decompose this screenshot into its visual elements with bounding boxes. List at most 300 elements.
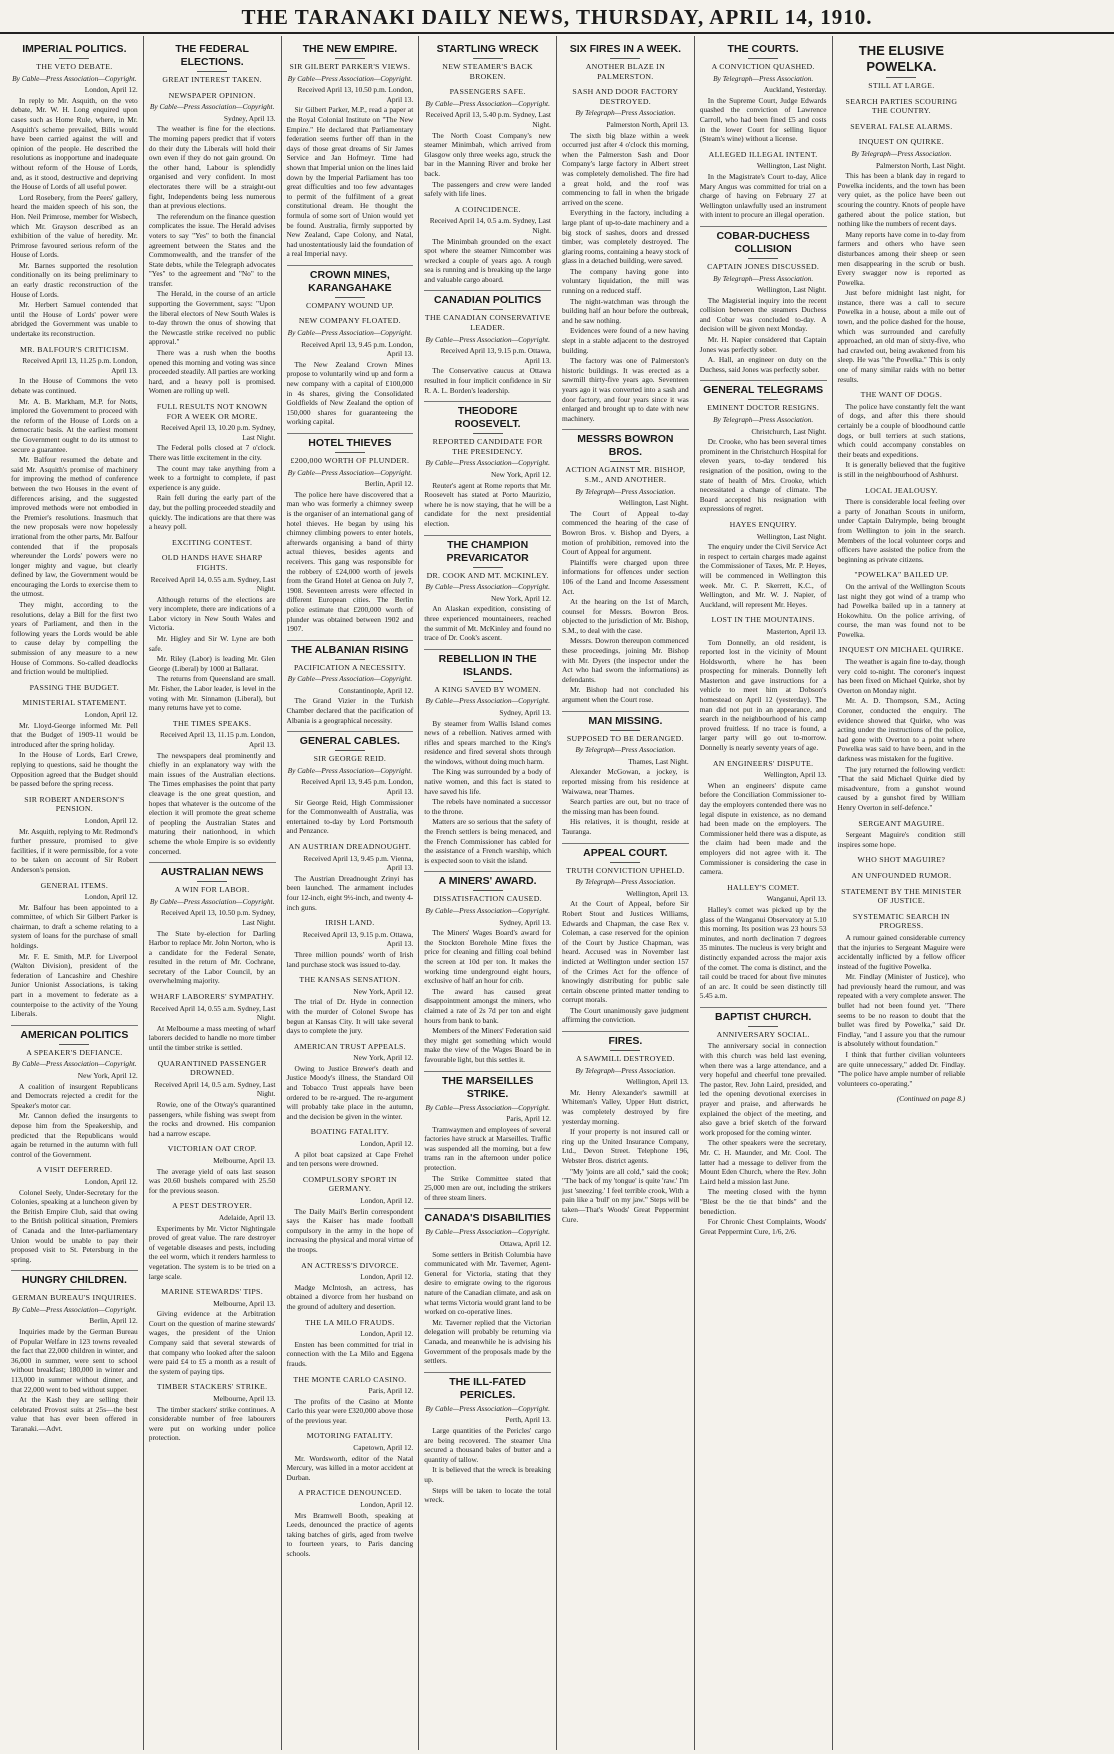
article-dateline: Sydney, April 13.: [223, 113, 276, 123]
column-2: [144, 36, 282, 1750]
article-dateline: Received April 14, 0.55 a.m. Sydney, Last Night.: [150, 1003, 276, 1023]
article-subhead: FULL RESULTS NOT KNOWN FOR A WEEK OR MORE.: [156, 402, 268, 421]
article-paragraph: Sergeant Maguire's condition still inspires some hope.: [837, 830, 966, 849]
article: [149, 43, 276, 85]
article-dateline: Wellington, April 13.: [626, 888, 689, 898]
article-paragraph: The State by-election for Darling Harbor to replace Mr. John Norton, who is a candidate for the Federal Senate, resulted in the return of Mr. Cochrane, secretary of the Labor Council, by an overwhelming majority.: [148, 928, 276, 986]
article: [287, 265, 414, 311]
article-byline: By Telegraph—Press Association.: [575, 1065, 676, 1075]
masthead: THE TARANAKI DAILY NEWS, THURSDAY, APRIL 14, 1910.: [0, 0, 1114, 34]
article: [424, 871, 551, 1064]
article-paragraph: The anniversary social in connection with this church was held last evening, when there was a large attendance, and a very hopeful and cheerful tone prevailed. The pastor, Rev. John Laird, presided, and led the opening devotional exercises in prayer and praise, and afterwards he explained the object of the meeting, and also gave a brief sketch of the forward work proposed for the coming winter.: [699, 1041, 827, 1137]
article-subhead: SEARCH PARTIES SCOURING THE COUNTRY.: [845, 96, 958, 116]
article-dateline: Adelaide, April 13.: [218, 1212, 276, 1222]
article-subhead: PASSING THE BUDGET.: [29, 682, 120, 692]
article: [287, 1375, 414, 1426]
article-paragraph: Rowie, one of the Otway's quarantined passengers, while fishing was swept from the rocks and drowned. His companion had a narrow escape.: [148, 1100, 276, 1138]
article: [149, 992, 276, 1053]
article-paragraph: Mrs Bramwell Booth, speaking at Leeds, denounced the practice of agents taking batches of girls, aged from twelve to fourteen years, to Paris dancing schools.: [286, 1510, 414, 1558]
article-paragraph: The Herald, in the course of an article supporting the Government, says: "Upon the liberal electors of New South Wales is to-day thrown the onus of showing that the Newcastle strike received no public approval.": [148, 289, 276, 347]
article-dateline: Paris, April 12.: [506, 1114, 551, 1124]
article-dateline: Wellington, April 13.: [763, 770, 827, 780]
article-dateline: Received April 13, 11.25 p.m. London, April 13.: [22, 356, 138, 375]
article-subhead: STATEMENT BY THE MINISTER OF JUSTICE.: [841, 886, 962, 906]
article-headline: CANADA'S DISABILITIES: [424, 1208, 551, 1225]
article-dateline: Received April 13, 5.40 p.m. Sydney, Last Night.: [425, 110, 551, 129]
article: [149, 1287, 276, 1376]
article: [838, 645, 966, 812]
article-dateline: London, April 12.: [360, 1196, 414, 1205]
article-headline: CROWN MINES, KARANGAHAKE: [287, 265, 414, 295]
article-subhead: GENERAL ITEMS.: [40, 880, 109, 890]
article: [11, 1025, 138, 1160]
article-subhead: AMERICAN TRUST APPEALS.: [293, 1041, 406, 1051]
headline-rule: [473, 681, 503, 682]
article-headline: AUSTRALIAN NEWS: [149, 862, 276, 879]
article-headline: THEODORE ROOSEVELT.: [424, 401, 551, 431]
headline-rule: [59, 58, 89, 59]
column-1: [6, 36, 144, 1750]
article-subhead: WHARF LABORERS' SYMPATHY.: [150, 992, 275, 1002]
article-byline: By Cable—Press Association—Copyright.: [425, 334, 550, 344]
article-byline: By Cable—Press Association—Copyright.: [425, 582, 550, 592]
article-subhead: A VISIT DEFERRED.: [36, 1165, 113, 1175]
article-paragraph: The timber stackers' strike continues. A considerable number of free labourers were put on working under police protection.: [148, 1404, 276, 1443]
article: [838, 912, 966, 1089]
article-subhead: A SAWMILL DESTROYED.: [575, 1054, 675, 1064]
article-headline: FIRES.: [562, 1031, 689, 1048]
article-dateline: Received April 13, 9.45 p.m. London, April 13.: [301, 339, 414, 359]
article-subhead: REPORTED CANDIDATE FOR THE PRESIDENCY.: [432, 437, 543, 456]
article: [11, 698, 138, 788]
article: [287, 918, 414, 969]
article-dateline: Received April 13, 10.50 p.m. Sydney, Last Night.: [161, 908, 276, 927]
article-subhead: LOST IN THE MOUNTAINS.: [711, 615, 815, 625]
article-paragraph: Lord Rosebery, from the Peers' gallery, heard the maiden speech of his son, the Hon. Neil Primrose, member for Wisbech, which Mr. Grayson described as an exhibition of the value of heredity. Mr. Primrose favoured serious reform of the House of Lords.: [11, 192, 138, 260]
article-headline: THE ILL-FATED PERICLES.: [424, 1372, 551, 1402]
article: [287, 1127, 414, 1168]
article-paragraph: Three million pounds' worth of Irish land purchase stock was issued to-day.: [286, 949, 414, 969]
article: [424, 87, 551, 199]
article-subhead: LOCAL JEALOUSY.: [865, 485, 938, 495]
article: [11, 1270, 138, 1433]
article-paragraph: The award has caused great disappointment amongst the miners, who claimed a rate of 2s 7d per ton and eight hours from bank to bank.: [424, 986, 551, 1025]
article-subhead: THE LA MILO FRAUDS.: [305, 1317, 395, 1327]
article-subhead: ANOTHER BLAZE IN PALMERSTON.: [585, 62, 666, 81]
article-dateline: Paris, April 12.: [368, 1386, 414, 1396]
article-subhead: A CONVICTION QUASHED.: [711, 62, 815, 71]
article-paragraph: The Magisterial inquiry into the recent collision between the steamers Duchess and Cobar was concluded to-day. A decision will be given next Monday.: [699, 295, 827, 334]
article: [700, 150, 827, 220]
article-subhead: MARINE STEWARDS' TIPS.: [161, 1287, 263, 1297]
headline-rule: [610, 862, 640, 863]
article-paragraph: It is generally believed that the fugitive is still in the neighbourhood of Ashhurst.: [837, 460, 966, 479]
article-subhead: MOTORING FATALITY.: [306, 1431, 393, 1441]
article: [562, 711, 689, 837]
article-paragraph: The Court unanimously gave judgment affirming the conviction.: [562, 1005, 689, 1025]
article-dateline: London, April 12.: [84, 815, 138, 825]
article: [562, 843, 689, 1026]
article-paragraph: Mr. Taverner replied that the Victorian delegation will probably be returning via Canada, and meanwhile he is advising his Government of the proposals made by the settlers.: [424, 1317, 551, 1366]
article-paragraph: Sir George Reid, High Commissioner for the Commonwealth of Australia, was entertained to-day by Lord Portsmouth and Penzance.: [286, 797, 414, 836]
article-subhead: THE WANT OF DOGS.: [860, 390, 943, 400]
article-subhead: SERGEANT MAGUIRE.: [858, 818, 945, 828]
article-dateline: London, April 12.: [84, 1176, 138, 1186]
article-subhead: QUARANTINED PASSENGER DROWNED.: [157, 1058, 267, 1078]
article-paragraph: Experiments by Mr. Victor Nightingale proved of great value. The rare destroyer of vegetable diseases and pests, including the eel worm, which it renders harmless to vegetation. The system is to be tried on a large scale.: [148, 1223, 276, 1281]
article: [700, 615, 827, 752]
headline-rule: [473, 309, 503, 310]
article-paragraph: Mr. Cannon defied the insurgents to depose him from the Speakership, and predicted that the Republicans would again be returned in the autumn with full control of the Government.: [11, 1111, 138, 1159]
article-headline: THE ELUSIVE POWELKA.: [858, 43, 944, 74]
article: [149, 91, 276, 396]
article: [562, 43, 689, 81]
article: [149, 538, 276, 548]
article-paragraph: In the House of Lords, Earl Crewe, replying to questions, said he thought the Opposition agreed that the Budget should be passed before the spring recess.: [11, 750, 138, 789]
article-dateline: New York, April 12.: [353, 986, 414, 996]
article-subhead: PASSENGERS SAFE.: [449, 87, 526, 97]
article-dateline: London, April 12.: [360, 1329, 414, 1339]
headline-rule: [748, 399, 778, 400]
article-paragraph: Everything in the factory, including a large plant of up-to-date machinery and a big stock of sashes, doors and dressed timber, was completely destroyed. The glaring rooms, containing a heavy stock of glass in a detached building, were saved.: [562, 208, 689, 266]
headline-rule: [335, 452, 365, 453]
article-subhead: SIR ROBERT ANDERSON'S PENSION.: [24, 794, 125, 814]
headline-rule: [610, 461, 640, 462]
article-paragraph: The Daily Mail's Berlin correspondent says the Kaiser has made football compulsory in the army in the hope of increasing the physical and moral virtue of the troops.: [286, 1206, 414, 1254]
article-headline: MESSRS BOWRON BROS.: [562, 429, 689, 459]
article-byline: By Cable—Press Association—Copyright.: [287, 765, 413, 775]
headline-rule: [197, 71, 227, 72]
article-paragraph: Mr. A. D. Thompson, S.M., Acting Coroner, conducted the enquiry. The evidence showed that Quirke, who was acting under the instructions of the police, had gone with Overton to a point where Powelka was said to have been, and in the darkness was mistaken for the fugitive.: [837, 696, 966, 763]
article-dateline: London, April 12.: [84, 892, 138, 902]
headline-rule: [473, 58, 503, 59]
article-subhead: DR. COOK AND MT. MCKINLEY.: [426, 570, 549, 580]
article-paragraph: The weather is again fine to-day, though very cold to-night. The coroner's inquest has been fixed on Michael Quirke, shot by Overton on Monday night.: [837, 657, 966, 695]
headline-rule: [886, 77, 916, 78]
headline-rule: [748, 1026, 778, 1027]
article-subhead: MINISTERIAL STATEMENT.: [22, 698, 127, 708]
headline-rule: [610, 1050, 640, 1051]
headline-rule: [335, 297, 365, 298]
article: [149, 553, 276, 713]
article: [562, 87, 689, 423]
article-subhead: NEWSPAPER OPINION.: [168, 90, 256, 100]
article-headline: APPEAL COURT.: [562, 843, 689, 860]
article-byline: By Telegraph—Press Association.: [713, 73, 814, 83]
article-paragraph: The company having gone into voluntary liquidation, the mill was running on a reduced staff.: [562, 266, 689, 296]
article-paragraph: The Grand Vizier in the Turkish Chamber declared that the pacification of Albania is a geographical necessity.: [286, 696, 414, 725]
article-paragraph: Matters are so serious that the safety of the French settlers is being menaced, and the French Commissioner has cabled for the assistance of a French warship, which is expected soon to visit the island.: [424, 817, 551, 865]
article-byline: By Telegraph—Press Association.: [575, 877, 676, 887]
article-dateline: Capetown, April 12.: [353, 1443, 414, 1453]
article: [700, 380, 827, 514]
article-paragraph: Inquiries made by the German Bureau of Popular Welfare in 123 towns revealed the fact that 22,000 children in winter, and 36,000 in summer, were sent to school without breakfast; 180,000 in winter and 113,000 in summer without dinner, and that 22,000 went to bed without supper.: [11, 1327, 138, 1394]
article-paragraph: When an engineers' dispute came before the Conciliation Commissioner to-day the employers contended there was no legal dispute in existence, as no demand had been made on the employers. The Commissioner held there was a dispute, as the claim had been made and the employers did not agree with it. The Commissioner is considering the case in camera.: [699, 780, 827, 877]
article-paragraph: The Court of Appeal to-day commenced the hearing of the case of Bowron Bros. v. Bishop and Dyers, a motion of prohibition, removed into the Court of Appeal for argument.: [562, 508, 689, 557]
article-byline: By Cable—Press Association—Copyright.: [149, 102, 275, 112]
article-byline: By Cable—Press Association—Copyright.: [12, 1059, 137, 1069]
article-paragraph: Mr. Findlay (Minister of Justice), who had previously heard the rumour, and was repeated with a very complete answer. The bullet had not been found yet. "There seems to be no reason to doubt that the bullet was fired by Powelka," said Dr. Findlay, "and I assure you that the rumour is absolutely without foundation.": [837, 972, 966, 1049]
article-subhead: GREAT INTEREST TAKEN.: [162, 75, 262, 84]
article-dateline: Ottawa, April 12.: [499, 1239, 551, 1249]
article-paragraph: At Melbourne a mass meeting of wharf laborers decided to handle no more timber until the timber strike is settled.: [148, 1023, 276, 1053]
article-byline: By Telegraph—Press Association.: [713, 273, 814, 283]
article-subhead: HALLEY'S COMET.: [727, 882, 800, 892]
article-subhead: BOATING FATALITY.: [310, 1127, 389, 1137]
article-paragraph: "My 'joints are all cold," said the cook; "The back of my 'tongue' is quite 'raw.' I'm just 'sneezing.' I feel terrible crook, With a pain like a 'bull' on my jaw." Steps will be taken—That's Woods' Great Peppermint Cure.: [562, 1166, 689, 1224]
article-subhead: EXCITING CONTEST.: [171, 537, 253, 547]
continuation-note: (Continued on page 8.): [896, 1094, 966, 1104]
article-byline: By Cable—Press Association—Copyright.: [425, 696, 550, 706]
article-dateline: Received April 13, 9.15 p.m. Ottawa, April 13.: [440, 346, 551, 365]
article-subhead: COMPANY WOUND UP.: [305, 300, 394, 310]
article-subhead: GERMAN BUREAU'S INQUIRIES.: [12, 1293, 137, 1303]
article-paragraph: At the Court of Appeal, before Sir Robert Stout and Justices Williams, Edwards and Chapman, the case Rex v. Coleman, a case reserved for the opinion of the Court by Justice Chapman, was heard. Accused was in November last indicted at Wellington under section 157 of the Crimes Act for the offence of knowingly distributing for public sale certain obscene printed matter tending to corrupt morals.: [562, 899, 689, 1005]
column-6: [695, 36, 833, 1750]
article-paragraph: The King was surrounded by a body of native women, and this fact is stated to have saved his life.: [424, 767, 551, 796]
article-paragraph: At the Kash they are selling their celebrated Provost suits at 25s—the best value that has ever been offered in Taranaki.—Advt.: [11, 1395, 138, 1433]
article-paragraph: There is considerable local feeling over a party of Jonathan Scouts in uniform, under Captain Dalrymple, being brought from Wellington to join in the search. Members of the local volunteer corps and officers have assisted the police from the beginning as private citizens.: [837, 497, 966, 564]
article: [149, 1059, 276, 1139]
article: [149, 1201, 276, 1281]
article-subhead: THE VETO DEBATE.: [36, 62, 113, 71]
headline-rule: [59, 1289, 89, 1290]
article-dateline: London, April 12.: [360, 1500, 414, 1510]
article-paragraph: The Miners' Wages Board's award for the Stockton Borehole Mine fixes the price for cleaning and filling coal behind the screen at 10d per ton. It makes the working time underground eight hours, exclusive of half an hour for crib.: [424, 928, 551, 986]
article-dateline: Received April 14, 0.5 a.m. Sydney, Last Night.: [154, 1079, 276, 1099]
article-dateline: Melbourne, April 13.: [213, 1155, 276, 1165]
article-dateline: Constantinople, April 12.: [338, 685, 414, 695]
article-dateline: Melbourne, April 13.: [213, 1298, 276, 1308]
article-paragraph: An Alaskan expedition, consisting of three experienced mountaineers, reached the summit of Mt. McKinley and found no trace of Dr. Cook's ascent.: [424, 604, 551, 643]
article-subhead: SUPPOSED TO BE DERANGED.: [566, 733, 684, 743]
article-paragraph: Just before midnight last night, for instance, there was a call to secure Powelka in a house, about a mile out of town, and the police dashed for the house, which was surrounded and carefully approached, an old man of sixty-five, who had crawled out, being awakened from his sleep. He was "the Powelka." This is only one of many similar raids with no better results.: [837, 288, 966, 384]
article-byline: By Cable—Press Association—Copyright.: [12, 1304, 137, 1314]
article-paragraph: Mr. Asquith, replying to Mr. Redmond's further pressure, promised to give facilities, if it were permissible, for a vote to be taken on account of Sir Robert Anderson's pension.: [11, 826, 138, 874]
article-paragraph: Mr. Herbert Samuel contended that until the House of Lords' power were abridged the Government was unable to undertake its reconstruction.: [11, 300, 138, 339]
article-byline: By Cable—Press Association—Copyright.: [287, 328, 413, 338]
article: [287, 842, 414, 912]
article-headline: THE FEDERAL ELECTIONS.: [175, 43, 249, 68]
article: [424, 649, 551, 866]
article-paragraph: The police have constantly felt the want of dogs, and after this there should certainly be a couple of bloodhound cattle dogs, or bull terriers at such stations, which could accompany constables on their beats and expeditions.: [837, 401, 966, 459]
article-paragraph: Giving evidence at the Arbitration Court on the question of marine stewards' wages, the president of the Union Company said that several stewards of that company who looked after the saloon were paid £4 to £5 a month as a result of the system of paying tips.: [148, 1309, 276, 1376]
article-dateline: Berlin, April 12.: [364, 479, 414, 489]
article-subhead: SASH AND DOOR FACTORY DESTROYED.: [572, 87, 679, 106]
article: [700, 226, 827, 375]
article-paragraph: The Federal polls closed at 7 o'clock. There was little excitement in the city.: [148, 443, 276, 462]
article-paragraph: Members of the Miners' Federation said they might get something which would make the view of the Wages Board be in favourable light, but this settles it.: [424, 1026, 551, 1064]
article-paragraph: Evidences were found of a new having slept in a stable adjacent to the destroyed building.: [562, 326, 689, 355]
article: [424, 43, 551, 81]
article-dateline: Melbourne, April 13.: [213, 1394, 276, 1404]
article-subhead: HAYES ENQUIRY.: [729, 519, 797, 529]
article-paragraph: Mr. Higley and Sir W. Lyne are both safe.: [148, 634, 276, 653]
article-dateline: Sydney, April 13.: [499, 917, 551, 927]
article-headline: COBAR-DUCHESS COLLISION: [700, 226, 827, 256]
article-paragraph: By steamer from Wallis Island comes news of a rebellion. Natives armed with rifles and spears marched to the King's residence and fired several shots through the windows, without doing much harm.: [424, 718, 551, 766]
article-subhead: OLD HANDS HAVE SHARP FIGHTS.: [161, 553, 263, 572]
article-paragraph: Colonel Seely, Under-Secretary for the Colonies, speaking at a luncheon given by the British Empire Club, said that owing to the British political situation, Premiers of Canada and the Inter-parliamentary Union would be unable to pay their proposed visit to St. Petersburg in the spring.: [11, 1187, 138, 1264]
article-paragraph: This has been a blank day in regard to Powelka incidents, and the town has been very quiet, as the police have been out scouring the country. Knots of people have gathered about the police station, but nothing like the numbers of recent days.: [837, 171, 966, 229]
article-headline: SIX FIRES IN A WEEK.: [569, 43, 681, 55]
headline-rule: [610, 730, 640, 731]
article-paragraph: The factory was one of Palmerston's historic buildings. It was erected as a sawmill thirty-five years ago. Seventeen years ago it was converted into a sash and door factory, and four years since it was enlarged and brought up to date with new machinery.: [562, 356, 689, 423]
article-dateline: Perth, April 13.: [505, 1415, 551, 1425]
article-paragraph: In the House of Commons the veto debate was continued.: [11, 376, 138, 395]
article-subhead: NEW COMPANY FLOATED.: [298, 316, 401, 326]
article-subhead: A COINCIDENCE.: [454, 204, 521, 214]
article-paragraph: Halley's comet was picked up by the glass of the Wanganui Observatory at 5.10 this morning. Its position was 23 hours 53 minutes, and north declination 7 degrees 35 minutes. The nucleus is very bright and distinctly expanded across the major axis of the comet. The coma is distinct, and the tail could be traced for about five minutes of an arc. It could be seen distinctly till 5.45 a.m.: [699, 904, 827, 1001]
article: [424, 401, 551, 528]
column-4: [419, 36, 557, 1750]
article-dateline: Received April 13, 10.20 p.m. Sydney, Last Night.: [161, 423, 276, 442]
article-headline: THE NEW EMPIRE.: [302, 43, 398, 55]
headline-rule: [473, 567, 503, 568]
article-dateline: Wellington, Last Night.: [756, 531, 827, 541]
article-paragraph: It is believed that the wreck is breaking up.: [424, 1465, 551, 1484]
article: [287, 731, 414, 836]
article-paragraph: Messrs. Dowron thereupon commenced these proceedings, joining Mr. Bishop with Mr. Dyers (the inspector under the Act who had sworn the informations) as defendants.: [562, 636, 689, 684]
article: [287, 975, 414, 1036]
article-subhead: TIMBER STACKERS' STRIKE.: [156, 1382, 268, 1392]
article-dateline: New York, April 12.: [353, 1053, 414, 1063]
article: [838, 819, 966, 850]
article-paragraph: Plaintiffs were charged upon three informations for offences under section 106 of the Land and Income Assessment Act.: [562, 557, 689, 596]
article-dateline: Received April 13, 10.50 p.m. London, April 13.: [297, 85, 414, 104]
column-3: [282, 36, 420, 1750]
article: [424, 290, 551, 395]
article-subhead: A KING SAVED BY WOMEN.: [434, 684, 541, 694]
article-subhead: AN AUSTRIAN DREADNOUGHT.: [288, 842, 412, 851]
article-paragraph: The police here have discovered that a man who was formerly a chimney sweep is the organiser of an international gang of hotel thieves. He began by using his chimney climbing powers to enter hotels, afterwards organising a band of thirty actual thieves, besides agents and receivers. This gang was responsible for the robbery of £24,000 worth of jewels from the Grand Hotel at Genoa on July 7, 1908. Seventeen arrests were effected in different European cities. The Berlin police estimate that £200,000 worth of plunder was obtained between 1902 and 1907.: [286, 489, 414, 634]
article-headline: AMERICAN POLITICS: [11, 1025, 138, 1042]
article: [287, 43, 414, 259]
article-dateline: Received April 13, 9.45 p.m. London, April 13.: [301, 777, 414, 797]
article-byline: By Cable—Press Association—Copyright.: [287, 467, 413, 477]
article-subhead: A PRACTICE DENOUNCED.: [298, 1488, 402, 1498]
article-paragraph: Mr. Wordsworth, editor of the Natal Mercury, was killed in a motor accident at Durban.: [286, 1453, 414, 1482]
headline-rule: [748, 58, 778, 59]
article-dateline: Wellington, April 13.: [626, 1077, 689, 1087]
article-subhead: THE TIMES SPEAKS.: [172, 718, 252, 728]
article-dateline: Wellington, Last Night.: [756, 285, 827, 295]
article: [287, 640, 414, 726]
article-paragraph: The trial of Dr. Hyde in connection with the murder of Colonel Swope has begun at Kansas City. It will take several days to complete the jury.: [286, 997, 414, 1036]
article: [11, 43, 138, 339]
article-paragraph: Mr. Bishop had not concluded his argument when the Court rose.: [562, 685, 689, 705]
article-paragraph: The returns from Queensland are small. Mr. Fisher, the Labor leader, is level in the voting with Mr. Sinnamon (Liberal), but many returns have yet to come.: [148, 674, 276, 713]
headline-rule: [473, 890, 503, 891]
article-headline: HOTEL THIEVES: [287, 433, 414, 450]
article-dateline: Sydney, April 13.: [499, 707, 551, 717]
article: [149, 862, 276, 986]
article-subhead: ANNIVERSARY SOCIAL.: [716, 1029, 810, 1039]
article: [838, 871, 966, 881]
article-paragraph: They might, according to the resolutions, delay a Bill for the first two years of Parliament, and then in the following years the Lords would be able to cause delay by compelling the submission of any measure to a new House of Commons. So-called deadlocks and friction would be multiplied.: [11, 600, 138, 677]
article-byline: By Cable—Press Association—Copyright.: [425, 458, 550, 468]
article-subhead: AN ACTRESS'S DIVORCE.: [301, 1260, 399, 1270]
article-dateline: Palmerston North, April 13.: [606, 119, 689, 129]
article-headline: BAPTIST CHURCH.: [700, 1007, 827, 1024]
article-paragraph: His relatives, it is thought, reside at Tauranga.: [562, 817, 689, 836]
article-dateline: New York, April 12.: [491, 470, 551, 479]
article-headline: THE ALBANIAN RISING: [287, 640, 414, 657]
article-paragraph: If your property is not insured call or ring up the United Insurance Company, Ltd., Devon Street. Telephone 196, Webster Bros. district agents.: [562, 1127, 689, 1165]
article-subhead: VICTORIAN OAT CROP.: [167, 1144, 257, 1154]
article-paragraph: The meeting closed with the hymn "Blest be the tie that binds" and the benediction.: [699, 1187, 827, 1216]
article-paragraph: Mr. A. B. Markham, M.P. for Notts, implored the Government to proceed with the reform of the House of Lords on a democratic basis. At the earliest moment the Government ought to do its utmost to secure a guarantee.: [11, 396, 138, 454]
article-paragraph: Reuter's agent at Rome reports that Mr. Roosevelt has stated at Porto Maurizio, where he is now staying, that he will be a candidate for the next presidential election.: [424, 480, 551, 528]
article-paragraph: Tramwaymen and employees of several factories have struck at Marseilles. Traffic was suspended all the morning, but a few trams ran in the afternoon under police protection.: [424, 1124, 551, 1173]
article-paragraph: Mr. Lloyd-George informed Mr. Pell that the Budget of 1909-11 would be introduced after the spring holiday.: [11, 720, 138, 749]
article-paragraph: Tom Donnelly, an old resident, is reported lost in the vicinity of Mount Holdsworth, where he has been prospecting for minerals. Donnelly left Masterton and gave instructions for a vehicle to meet him at Dobson's homestead on April 12 (yesterday). The man did not put in an appearance, and search in the neighbourhood of his camp proved fruitless. If no trace is found, a larger party will go out to-morrow. Donnelly is nearly seventy years of age.: [699, 637, 827, 753]
article-byline: By Cable—Press Association—Copyright.: [425, 1403, 550, 1413]
column-7: [833, 36, 971, 1750]
article-paragraph: A pilot boat capsized at Cape Frehel and ten persons were drowned.: [286, 1149, 414, 1169]
article-subhead: STILL AT LARGE.: [868, 81, 935, 90]
article-subhead: INQUEST ON MICHAEL QUIRKE.: [839, 645, 964, 655]
article-headline: GENERAL TELEGRAMS: [700, 380, 827, 397]
article-dateline: Wellington, Last Night.: [619, 498, 689, 508]
article-subhead: WHO SHOT MAGUIRE?: [857, 855, 946, 865]
article: [149, 402, 276, 532]
article-headline: THE COURTS.: [727, 43, 799, 55]
article: [424, 535, 551, 643]
article-paragraph: Madge McIntosh, an actress, has obtained a divorce from her husband on the ground of adultery and desertion.: [286, 1282, 414, 1311]
article-subhead: "POWELKA" BAILED UP.: [854, 570, 949, 580]
article-paragraph: Mr. H. Napier considered that Captain Jones was perfectly sober.: [699, 335, 827, 354]
article-subhead: EMINENT DOCTOR RESIGNS.: [707, 403, 820, 413]
article-headline: A MINERS' AWARD.: [424, 871, 551, 888]
article: [700, 520, 827, 609]
article-headline: GENERAL CABLES.: [287, 731, 414, 748]
article-paragraph: Although returns of the elections are very incomplete, there are indications of a Labor victory in New South Wales and Victoria.: [148, 594, 276, 633]
article-subhead: MR. BALFOUR'S CRITICISM.: [20, 344, 129, 354]
article-headline: CANADIAN POLITICS: [424, 290, 551, 307]
article: [838, 97, 966, 116]
article: [287, 1318, 414, 1369]
headline-rule: [473, 433, 503, 434]
article-byline: By Telegraph—Press Association.: [713, 415, 814, 425]
article: [11, 881, 138, 1019]
article-paragraph: The average yield of oats last season was 20.60 bushels compared with 25.50 for the previous season.: [148, 1166, 276, 1195]
article-subhead: IRISH LAND.: [325, 918, 375, 928]
article-subhead: PACIFICATION A NECESSITY.: [294, 662, 406, 672]
article: [424, 1071, 551, 1203]
article: [287, 1488, 414, 1558]
article-paragraph: The passengers and crew were landed safely with life lines.: [424, 179, 551, 199]
article-paragraph: Mr. Barnes supported the resolution conditionally on its being preliminary to an early drastic reconstruction of the House of Lords.: [11, 260, 138, 299]
article: [149, 1144, 276, 1195]
article: [838, 570, 966, 639]
article-dateline: Palmerston North, Last Night.: [875, 160, 966, 170]
article-byline: By Cable—Press Association—Copyright.: [425, 1227, 550, 1237]
article-paragraph: Sir Gilbert Parker, M.P., read a paper at the Royal Colonial Institute on "The New Empire." He declared that Parliamentary federation seems further off than in the days of those great dreams of Sir James Service and Jan Hofmeyr. Time had shown that Imperial union on the lines laid down by the Imperial Parliament has too great difficulties and too few advantages to permit of the fulfilment of a great constitutional dream. He thought the formula of some sort of Union would yet be found. Australia, firmly supported by New Zealand, Cape Colony, and Natal, had unostentatiously laid the foundation of a real Imperial navy.: [286, 105, 414, 259]
newspaper-page: [6, 36, 1108, 1750]
article-paragraph: In the Magistrate's Court to-day, Alice Mary Angus was committed for trial on a charge of having on February 27 at Wellington unlawfully used an instrument with intent to procure an illegal operation.: [699, 171, 827, 220]
article-paragraph: Mr. Henry Alexander's sawmill at Whiteman's Valley, Upper Hutt district, was completely destroyed by fire yesterday morning.: [562, 1087, 689, 1126]
article: [287, 1431, 414, 1482]
article-paragraph: The night-watchman was through the building half an hour before the outbreak, and he saw nothing.: [562, 296, 689, 325]
article-paragraph: Mr. Balfour resumed the debate and said Mr. Asquith's promise of machinery for improving the method of conference between the two Houses in the event of differences arising, and the suggested improved methods were not embodied in the Premier's resolutions. Inasmuch that the new proposals were now hopelessly irrational from the other parts, Mr. Balfour contended that if the proposals whereunder the Lords' powers were no longer mighty and vague, but clearly defined by law, the Government would be encouraging the Lords to exercise them to the utmost.: [11, 455, 138, 599]
article-paragraph: Many reports have come in to-day from farmers and others who have seen disturbances among their sheep or seen men disappearing in the scrub or bush. Every swagger now is reported as Powelka.: [837, 229, 966, 287]
article: [562, 1031, 689, 1224]
article-paragraph: In the Supreme Court, Judge Edwards quashed the conviction of Lawrence Carroll, who had been fined £5 and costs in the lower Court for selling liquor (Steam's wine) without a license.: [699, 95, 827, 144]
headline-rule: [335, 58, 365, 59]
article-paragraph: The Strike Committee stated that 25,000 men are out, including the strikers of three steam liners.: [424, 1173, 551, 1202]
article-subhead: COMPULSORY SPORT IN GERMANY.: [302, 1174, 397, 1194]
